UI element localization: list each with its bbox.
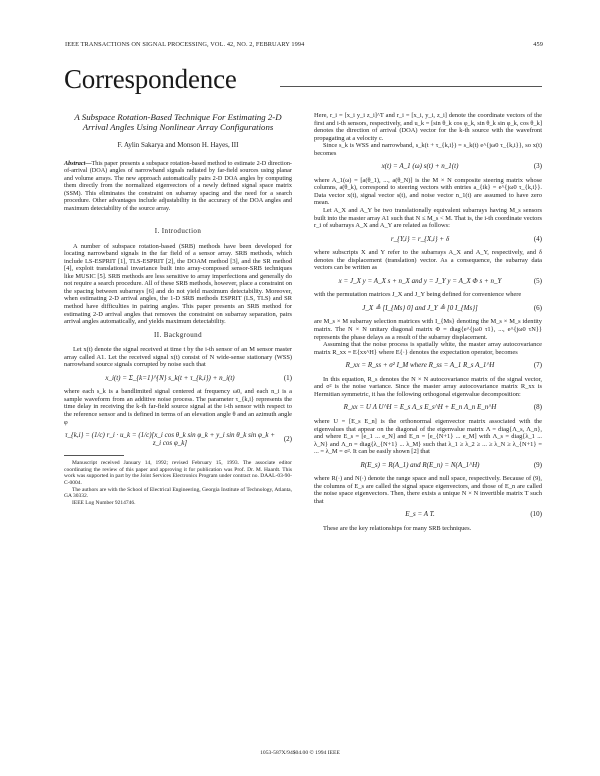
footnote-rule — [64, 455, 124, 456]
equation-6-number: (6) — [533, 303, 542, 312]
right-paragraph-6: with the permutation matrices J_X and J_Y being defined for convenience where — [314, 291, 522, 299]
equation-2-number: (2) — [283, 434, 292, 443]
equation-1-body: x_i(t) = Σ_{k=1}^{N} s_k(t + τ_{k,i}) + n_i(t) — [105, 373, 235, 382]
equation-4-body: r_{Y,i} = r_{X,i} + δ — [390, 234, 450, 243]
abstract — [64, 160, 292, 213]
background-paragraph-1: Let x(t) denote the signal received at time t by the i-th sensor of an M sensor master array called A1. Let the received signal x(t) consist of N wide-sense stationary (WSS) narrowband source signals corrupted by noise such that — [64, 346, 292, 369]
equation-9-number: (9) — [533, 460, 542, 469]
right-paragraph-4: Let A_X and A_Y be two translationally equivalent subarrays having M_s sensors built into the master array A1 such that N ≤ M_s < M. That is, the i-th coordinate vectors r_i of subarrays A_X and A_Y are related as follows: — [314, 207, 542, 230]
intro-heading: I. Introduction — [154, 227, 202, 236]
equation-6-body: J_X ≜ [I_{Ms} 0] and J_Y ≜ [0 I_{Ms}] — [362, 303, 478, 312]
equation-4-number: (4) — [533, 234, 542, 243]
equation-10-body: E_s = A T. — [405, 510, 435, 519]
page-number: 459 — [533, 41, 543, 48]
equation-5-number: (5) — [533, 276, 542, 285]
background-paragraph-2: where each s_k is a bandlimited signal centered at frequency ω0, and each n_i is a sample waveform from an additive noise process. The parameter τ_{k,i} represents the time delay in receiving the k-th far-field source signal at the i-th sensor with respect to the reference sensor and is defined in terms of an elevation angle θ and an azimuth angle φ — [64, 388, 292, 426]
equation-3 — [314, 163, 542, 171]
right-paragraph-10: where U = [E_s E_n] is the orthonormal eigenvector matrix associated with the eigenvalues that appear on the diagonal of the eigenvalue matrix Λ = diag{Λ_s, Λ_n}, and where E_s = [e_1 ... e_N] and E_n = [e_{N+1} ... e_M] with Λ_s = diag{λ_1 ... λ_N} and Λ_n = diag{λ_{N+1} ... λ_M} such that λ_1 ≥ λ_2 ≥ ... ≥ λ_N ≥ λ_{N+1} = ... = λ_M = σ². It can be easily shown [2] that — [314, 417, 542, 456]
equation-9-body: R(E_s) = R(A_1) and R(E_n) = N(A_1^H) — [360, 460, 480, 469]
right-paragraph-8: Assuming that the noise process is spatially white, the master array autocovariance matrix R_xx = E{xx^H} where E{·} denotes the expectation operator, becomes — [314, 341, 542, 356]
running-header — [65, 41, 543, 53]
equation-9 — [314, 462, 542, 470]
right-paragraph-11: where R(·) and N(·) denote the range space and null space, respectively. Because of (9), the columns of E_s are called the signal space eigenvectors, and those of E_n are called the noise space eigenvectors. Then, there exists a unique N × N invertible matrix T such that — [314, 475, 542, 505]
right-column — [314, 112, 542, 533]
equation-8-body: R_xx = U Λ U^H = E_s Λ_s E_s^H + E_n Λ_n E_n^H — [343, 403, 497, 412]
title-rule — [280, 86, 542, 87]
abstract-lead: Abstract— — [64, 159, 92, 167]
paper-authors: F. Aylin Sakarya and Monson H. Hayes, III — [117, 141, 239, 149]
right-paragraph-5: where subscripts X and Y refer to the subarrays A_X and A_Y, respectively, and δ denotes the displacement (translation) vector. As a consequence, the subarray data vectors can be written as — [314, 249, 542, 272]
right-paragraph-7: are M_s × M subarray selection matrices with I_{Ms} denoting the M_s × M_s identity matrix. The N × N unitary diagonal matrix Φ = diag{e^{jω0 τ1}, ..., e^{jω0 τN}} represents the phase delays as a result of the subarray displacement. — [314, 318, 542, 341]
footnote-manuscript: Manuscript received January 14, 1992; revised February 15, 1993. The associate editor coordinating the review of this paper and approving it for publication was Prof. Dr. M. Haardt. This work was supported in part by the Joint Services Electronics Program under contract no. DAAL-03-90-C-0004. — [64, 460, 292, 486]
right-paragraph-2: Since s_k is WSS and narrowband, s_k(t + τ_{k,i}) = s_k(t) e^{jω0 τ_{k,i}}, so x(t) becomes — [314, 142, 542, 157]
equation-3-body: x(t) = A_1 (ω) s(t) + n_1(t) — [381, 162, 459, 171]
footer-issn: 1053-587X/94$04.00 © 1994 IEEE — [260, 750, 340, 756]
journal-line: IEEE TRANSACTIONS ON SIGNAL PROCESSING, VOL. 42, NO. 2, FEBRUARY 1994 — [65, 41, 305, 48]
footnote-affiliation: The authors are with the School of Electrical Engineering, Georgia Institute of Technology, Atlanta, GA 30332. — [64, 486, 292, 500]
equation-7 — [314, 362, 542, 370]
abstract-text: This paper presents a subspace rotation-based method to estimate 2-D direction-of-arrival (DOA) angles of narrowband signals radiated by far-field sources using planar and volume arrays. The new approach automatically pairs 2-D DOA angles by computing them directly from the normalized eigenvectors of a newly defined signal space matrix (SSM). This eliminates the constraint on subarray spacing and the need for a search procedure. Other advantages include adjustability in the accuracy of the DOA angles and maximum detectability of the source array. — [64, 159, 292, 212]
intro-paragraph: A number of subspace rotation-based (SRB) methods have been developed for locating narrowband signals in the far field of a sensor array. SRB methods, which include LS-ESPRIT [1], TLS-ESPRIT [2], the DOAM method [3], and the SR method [4], exploit translational invariance built into array-composed sensor-SRB techniques like MUSIC [5]. SRB methods are less sensitive to array imperfections and generally do not require a search procedure. All of these SRB methods, however, place a constraint on the spacing between subarrays [6] and do not yield maximum detectability. Moreover, when estimating 2-D arrival angles, the 1-D SRB methods ESPRIT (LS, TLS) and SR method have difficulties in pairing angles. This paper presents an SRB method for estimating 2-D arrival angles that removes the constraint on subarray separation, pairs arrival angles automatically, and yields maximum detectability. — [64, 242, 292, 326]
equation-8 — [314, 404, 542, 412]
right-paragraph-9: In this equation, R_s denotes the N × N autocovariance matrix of the signal vector, and σ² is the noise variance. Since the master array autocovariance matrix R_xx is Hermitian symmetric, it has the following orthogonal eigenvalue decomposition: — [314, 375, 542, 398]
left-column — [64, 112, 292, 506]
equation-1 — [64, 375, 292, 383]
equation-10-number: (10) — [530, 510, 542, 519]
equation-5 — [314, 278, 542, 286]
equation-3-number: (3) — [533, 162, 542, 171]
equation-10 — [314, 511, 542, 519]
equation-5-body: x = J_X y = A_X s + n_X and y = J_Y y = A_X Φ s + n_Y — [338, 276, 502, 285]
equation-1-number: (1) — [283, 373, 292, 382]
equation-4 — [314, 236, 542, 244]
equation-8-number: (8) — [533, 403, 542, 412]
right-paragraph-12: These are the key relationships for many SRB techniques. — [323, 524, 472, 532]
equation-7-body: R_xx = R_ss + σ² I_M where R_ss = A_1 R_s A_1^H — [345, 361, 495, 370]
right-paragraph-3: where A_1(ω) = [a(θ_1), ..., a(θ_N)] is the M × N composite steering matrix whose columns, a(θ_k), correspond to steering vectors with entries a_{ik} = e^{jω0 τ_{k,i}}. Data vector x(t), signal vector s(t), and noise vector n_1(t) are assumed to have zero mean. — [314, 176, 542, 207]
equation-2-body: τ_{k,i} = (1/c) r_i · u_k = (1/c)[x_i cos θ_k sin φ_k + y_i sin θ_k sin φ_k + z_i cos φ_k] — [65, 431, 275, 447]
paper-title: A Subspace Rotation-Based Technique For Estimating 2-D Arrival Angles Using Nonlinear Array Configurations — [74, 112, 282, 132]
section-title: Correspondence — [64, 64, 237, 94]
equation-6 — [314, 305, 542, 313]
background-heading: II. Background — [154, 330, 202, 339]
equation-7-number: (7) — [533, 361, 542, 370]
equation-2 — [64, 432, 292, 447]
footnote-log: IEEE Log Number 9214746. — [72, 499, 136, 506]
right-paragraph-1: Here, r_i = [x_i y_i z_i]^T and r_i = [x_i, y_i, z_i] denote the coordinate vectors of the first and i-th sensors, respectively, and u_k = [sin θ_k cos φ_k, sin θ_k sin φ_k, cos θ_k] denotes the direction of arrival (DOA) vector for the k-th source with the wavefront propagating at a velocity c. — [314, 112, 542, 142]
